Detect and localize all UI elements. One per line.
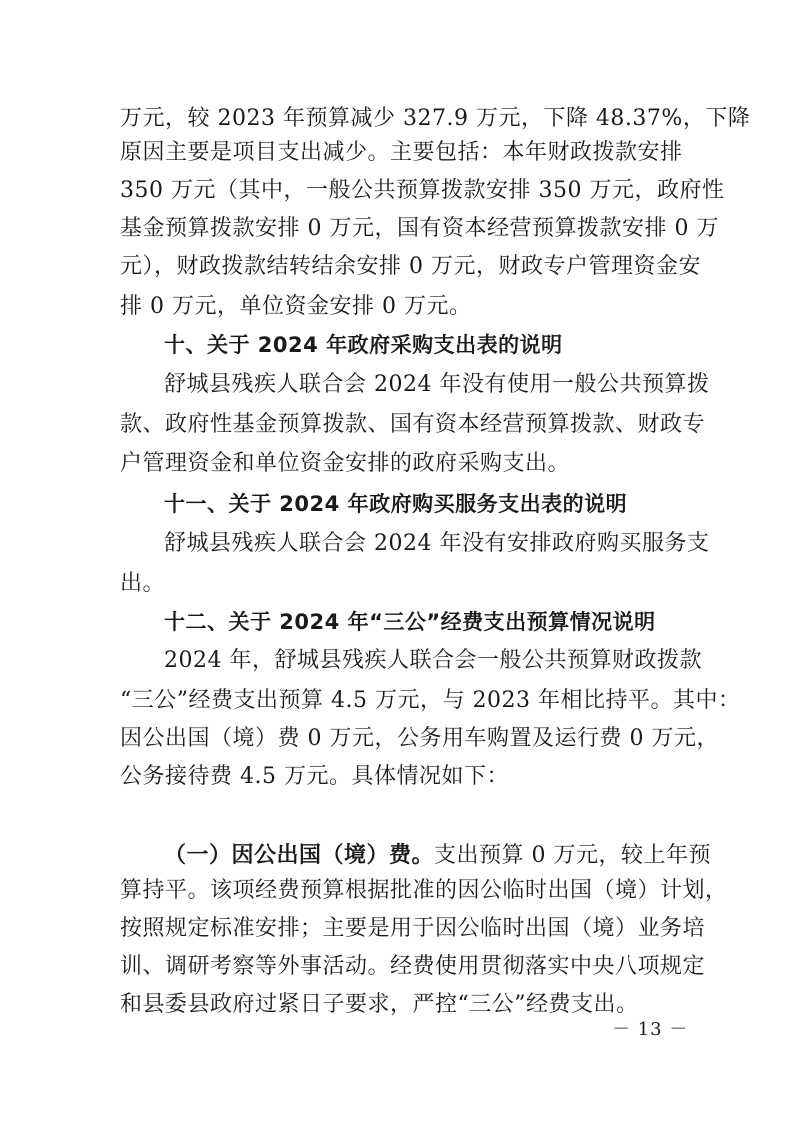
body-line: 出。 xyxy=(120,571,166,596)
section-heading-10: 十、关于 2024 年政府采购支出表的说明 xyxy=(164,333,563,357)
body-line: 款、政府性基金预算拨款、国有资本经营预算拨款、财政专 xyxy=(120,412,706,437)
body-line: 基金预算拨款安排 0 万元，国有资本经营预算拨款安排 0 万 xyxy=(120,216,719,241)
body-line: 公务接待费 4.5 万元。具体情况如下： xyxy=(120,764,509,789)
body-line: 350 万元（其中，一般公共预算拨款安排 350 万元，政府性 xyxy=(120,178,725,203)
body-line: 排 0 万元，单位资金安排 0 万元。 xyxy=(120,294,472,319)
subsection-line xyxy=(164,840,711,871)
body-line: 舒城县残疾人联合会 2024 年没有使用一般公共预算拨 xyxy=(164,372,710,397)
body-line: 2024 年，舒城县残疾人联合会一般公共预算财政拨款 xyxy=(164,648,702,673)
body-line: 户管理资金和单位资金安排的政府采购支出。 xyxy=(120,451,571,476)
body-line: 舒城县残疾人联合会 2024 年没有安排政府购买服务支 xyxy=(164,531,710,556)
page-number: － 13 － xyxy=(612,1019,689,1040)
body-line: 训、调研考察等外事活动。经费使用贯彻落实中央八项规定 xyxy=(120,954,706,979)
body-line: 元），财政拨款结转结余安排 0 万元，财政专户管理资金安 xyxy=(120,254,701,279)
body-line: 万元，较 2023 年预算减少 327.9 万元，下降 48.37%，下降 xyxy=(120,106,751,131)
body-line: 算持平。该项经费预算根据批准的因公临时出国（境）计划， xyxy=(120,878,728,903)
body-line: 按照规定标准安排；主要是用于因公临时出国（境）业务培 xyxy=(120,916,706,941)
body-line: 原因主要是项目支出减少。主要包括：本年财政拨款安排 xyxy=(120,140,683,165)
subsection-text: 支出预算 0 万元，较上年预 xyxy=(434,843,711,868)
section-heading-12: 十二、关于 2024 年“三公”经费支出预算情况说明 xyxy=(164,610,656,634)
subsection-title: （一）因公出国（境）费。 xyxy=(164,842,435,868)
body-line: 和县委县政府过紧日子要求，严控“三公”经费支出。 xyxy=(120,992,639,1017)
body-line: 因公出国（境）费 0 万元，公务用车购置及运行费 0 万元， xyxy=(120,726,719,751)
section-heading-11: 十一、关于 2024 年政府购买服务支出表的说明 xyxy=(164,492,628,516)
body-line: “三公”经费支出预算 4.5 万元，与 2023 年相比持平。其中： xyxy=(120,688,741,713)
